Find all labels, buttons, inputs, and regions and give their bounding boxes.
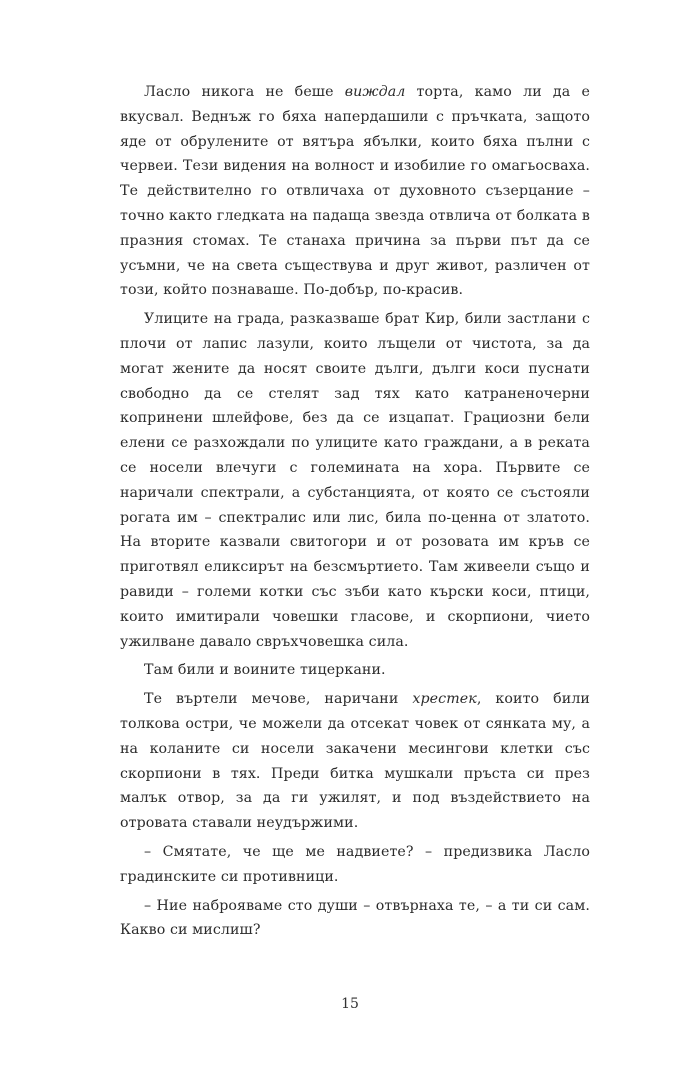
italic-word: виждал — [344, 84, 406, 100]
italic-word: хрестек — [412, 691, 477, 708]
text-run: – Смятате, че ще ме надвиете? – предизвика Ласло градинските си противници. — [120, 843, 590, 885]
body-text — [120, 80, 590, 947]
paragraph — [120, 658, 590, 683]
text-run: торта, камо ли да е вкусвал. Веднъж го бяха напердашили с пръчката, защото яде от обрулените от вятъра ябълки, които бяха пълни с червеи. Тези видения на волност и изобилие го омагьосваха. Те действително го отвличаха от духовното съзерцание – точно както гледката на падаща звезда отвлича от болката в празния стомах. Те станаха причина за първи път да се усъмни, че на света съществува и друг живот, различен от този, който познаваше. По-добър, по-красив. — [120, 84, 590, 299]
paragraph — [120, 307, 590, 654]
dialogue-line — [120, 894, 590, 944]
text-run: Там били и воините тицеркани. — [144, 662, 386, 679]
text-run: – Ние наброяваме сто души – отвърнаха те, – а ти си сам. Какво си мислиш? — [120, 897, 590, 939]
text-run: Улиците на града, разказваше брат Кир, били застлани с плочи от лапис лазули, които лъщели от чистота, за да могат жените да носят своите дълги, дълги коси пуснати свободно да се стелят зад тях като катраненочерни копринени шлейфове, без да се изцапат. Грациозни бели елени се разхождали по улиците като граждани, а в реката се носели влечуги с големината на хора. Първите се наричали спектрали, а субстанцията, от която се състояли рогата им – спектралис или лис, била по-ценна от златото. На вторите казвали свитогори и от розовата им кръв се приготвял еликсирът на безсмъртието. Там живеели също и равиди – големи котки със зъби като кърски коси, птици, които имитирали човешки гласове, и скорпиони, чието ужилване давало свръхчовешка сила. — [120, 311, 590, 650]
paragraph — [120, 687, 590, 836]
text-run: , които били толкова остри, че можели да отсекат човек от сянката му, а на коланите си носели закачени месингови клетки със скорпиони в тях. Преди битка мушкали пръста си през малък отвор, за да ги ужилят, и под въздействието на отровата ставали неудържими. — [120, 691, 590, 832]
text-run: Ласло никога не беше — [144, 84, 345, 100]
paragraph — [120, 80, 590, 303]
text-run: Те въртели мечове, наричани — [144, 691, 413, 708]
dialogue-line — [120, 840, 590, 890]
page-number: 15 — [341, 996, 359, 1012]
